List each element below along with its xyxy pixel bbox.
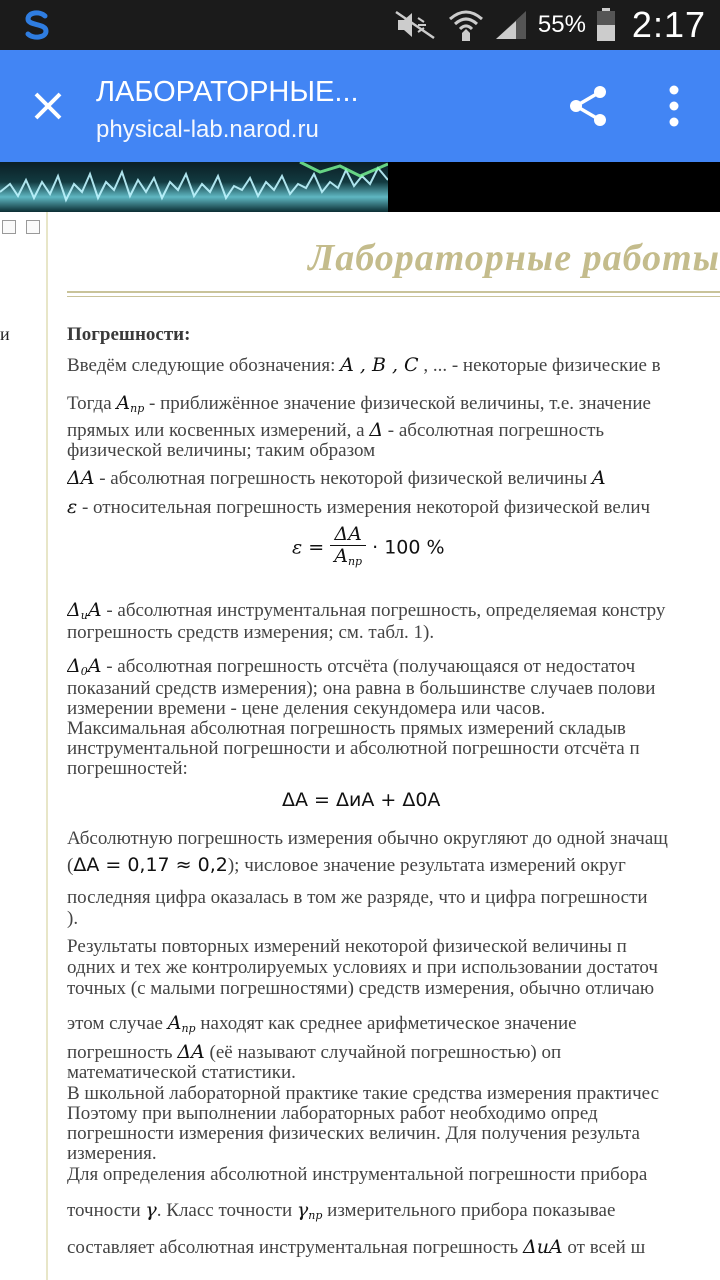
left-frame xyxy=(0,212,48,1280)
math-symbol: A xyxy=(116,392,131,414)
paragraph-line: измерении времени - цене деления секундомера или часов. xyxy=(67,698,546,719)
formula-tail: · 100 % xyxy=(372,536,445,559)
paragraph-text: этом случае xyxy=(67,1013,168,1034)
battery-icon xyxy=(596,8,616,42)
denominator-subscript: пр xyxy=(347,555,363,568)
paragraph-text: - абсолютная погрешность некоторой физической величины xyxy=(94,468,592,489)
paragraph-line: точных (с малыми погрешностями) средств измерения, обычно отличаю xyxy=(67,978,655,999)
paragraph-text: (её называют случайной погрешностью) оп xyxy=(204,1042,562,1063)
wifi-icon xyxy=(448,9,484,41)
paragraph-line: Для определения абсолютной инструментальной погрешности прибора xyxy=(67,1164,648,1185)
paragraph-approx-line3: физической величины; таким образом xyxy=(67,440,376,461)
math-symbol: Δ xyxy=(369,419,384,441)
paragraph-text: точности xyxy=(67,1200,146,1221)
section-title: Погрешности: xyxy=(67,324,191,345)
paragraph-line: Результаты повторных измерений некоторой физической величины п xyxy=(67,936,627,957)
paragraph-line: математической статистики. xyxy=(67,1062,296,1083)
paragraph-text: от всей ш xyxy=(562,1237,646,1258)
site-banner-image xyxy=(0,162,720,212)
paragraph-abs-error xyxy=(67,468,606,489)
clock: 2:17 xyxy=(631,4,706,45)
paragraph-line: Поэтому при выполнении лабораторных работ необходимо опред xyxy=(67,1103,598,1124)
math-symbol: A xyxy=(87,599,102,621)
paragraph-line: измерения. xyxy=(67,1143,157,1164)
denominator-symbol: A xyxy=(334,545,348,567)
article-heading: Лабораторные работы xyxy=(308,237,720,279)
paragraph-random-error xyxy=(67,1042,561,1063)
paragraph-text: - относительная погрешность измерения некоторой физической велич xyxy=(77,497,651,518)
banner-waveform-graphic xyxy=(0,162,388,212)
paragraph-line: погрешности измерения физических величин. Для получения результа xyxy=(67,1123,640,1144)
math-subscript: пр xyxy=(130,402,145,415)
share-icon[interactable] xyxy=(566,84,610,128)
math-symbol: Δ xyxy=(67,599,81,621)
paragraph-text: составляет абсолютная инструментальная погрешность xyxy=(67,1237,523,1258)
more-options-icon[interactable] xyxy=(664,84,684,128)
paragraph-text: - абсолютная погрешность xyxy=(383,420,605,441)
paragraph-approx xyxy=(67,393,651,419)
paragraph-instrument-share xyxy=(67,1237,645,1258)
status-bar xyxy=(0,0,720,50)
paragraph-line: инструментальной погрешности и абсолютной погрешности отсчёта п xyxy=(67,738,640,759)
math-symbol: ΔA xyxy=(177,1041,205,1063)
paragraph-line: последняя цифра оказалась в том же разряде, что и цифра погрешности xyxy=(67,887,648,908)
paragraph-instrument-error-line2: погрешность средств измерения; см. табл. 1). xyxy=(67,622,435,643)
math-symbol: ΔиA xyxy=(522,1236,563,1258)
signal-icon xyxy=(494,9,528,41)
mute-icon xyxy=(394,10,438,40)
paragraph-text: находят как среднее арифметическое значение xyxy=(195,1013,577,1034)
fraction-numerator: ΔA xyxy=(330,524,366,546)
paragraph-text: - приближённое значение физической величины, т.е. значение xyxy=(144,393,651,414)
frame-restore-icon[interactable] xyxy=(2,220,16,234)
math-subscript: 0 xyxy=(80,665,88,678)
formula-fraction xyxy=(330,524,366,572)
math-symbol: A xyxy=(167,1012,182,1034)
paragraph-line: В школьной лабораторной практике такие средства измерения практичес xyxy=(67,1083,659,1104)
paragraph-text: Тогда xyxy=(67,393,117,414)
page-url: physical-lab.narod.ru xyxy=(96,116,319,143)
math-subscript: пр xyxy=(181,1022,196,1035)
math-subscript: и xyxy=(80,609,88,622)
paragraph-line: погрешностей: xyxy=(67,758,188,779)
custom-tab-toolbar xyxy=(0,50,720,162)
page-title: ЛАБОРАТОРНЫЕ... xyxy=(96,76,359,108)
paragraph-text: прямых или косвенных измерений, а xyxy=(67,420,370,441)
battery-percent: 55% xyxy=(537,11,586,38)
paragraph-text: Введём следующие обозначения: xyxy=(67,355,341,376)
paragraph-line: Абсолютную погрешность измерения обычно округляют до одной значащ xyxy=(67,828,668,849)
paragraph-notation xyxy=(67,355,661,376)
paragraph-text: ); числовое значение результата измерений округ xyxy=(227,855,626,876)
math-symbol: A xyxy=(591,467,606,489)
math-symbol: A xyxy=(87,655,102,677)
formula-lhs: ε = xyxy=(292,536,325,559)
math-symbol: ε xyxy=(67,496,78,518)
paragraph-line: Максимальная абсолютная погрешность прямых измерений складыв xyxy=(67,718,626,739)
math-symbol: γ xyxy=(145,1199,157,1221)
math-symbol: ΔA xyxy=(67,467,95,489)
paragraph-line: ). xyxy=(67,908,79,929)
paragraph-text: ( xyxy=(67,855,74,876)
paragraph-text: - абсолютная погрешность отсчёта (получающаяся от недостаточ xyxy=(101,656,636,677)
paragraph-rounding xyxy=(67,855,626,876)
paragraph-line: одних и тех же контролируемых условиях и при использовании достаточ xyxy=(67,957,658,978)
paragraph-text: . Класс точности xyxy=(156,1200,297,1221)
paragraph-mean xyxy=(67,1013,577,1039)
fraction-denominator xyxy=(330,546,366,572)
paragraph-text: , ... - некоторые физические в xyxy=(418,355,661,376)
frame-expand-icon[interactable] xyxy=(26,220,40,234)
math-symbols: A , B , C xyxy=(340,354,419,376)
math-symbol: γ xyxy=(296,1199,309,1221)
paragraph-text: погрешность xyxy=(67,1042,178,1063)
paragraph-approx-line2 xyxy=(67,420,604,441)
paragraph-rel-error xyxy=(67,497,650,518)
heading-divider-thin xyxy=(67,296,720,297)
article-content xyxy=(67,212,720,1280)
formula-relative-error xyxy=(292,524,445,572)
math-subscript: пр xyxy=(308,1209,323,1222)
close-icon[interactable] xyxy=(30,88,66,124)
math-symbol: Δ xyxy=(67,655,81,677)
paragraph-text: - абсолютная инструментальная погрешность, определяемая констру xyxy=(101,600,666,621)
formula-total-error: ΔA = ΔиA + Δ0A xyxy=(282,789,441,811)
paragraph-text: измерительного прибора показывае xyxy=(322,1200,616,1221)
math-expression: ΔA = 0,17 ≈ 0,2 xyxy=(73,854,228,876)
heading-divider xyxy=(67,291,720,293)
left-frame-text: и xyxy=(0,324,10,344)
app-s-logo-icon xyxy=(18,6,56,44)
paragraph-accuracy-class xyxy=(67,1200,615,1226)
paragraph-line: показаний средств измерения); она равна в большинстве случаев полови xyxy=(67,678,656,699)
